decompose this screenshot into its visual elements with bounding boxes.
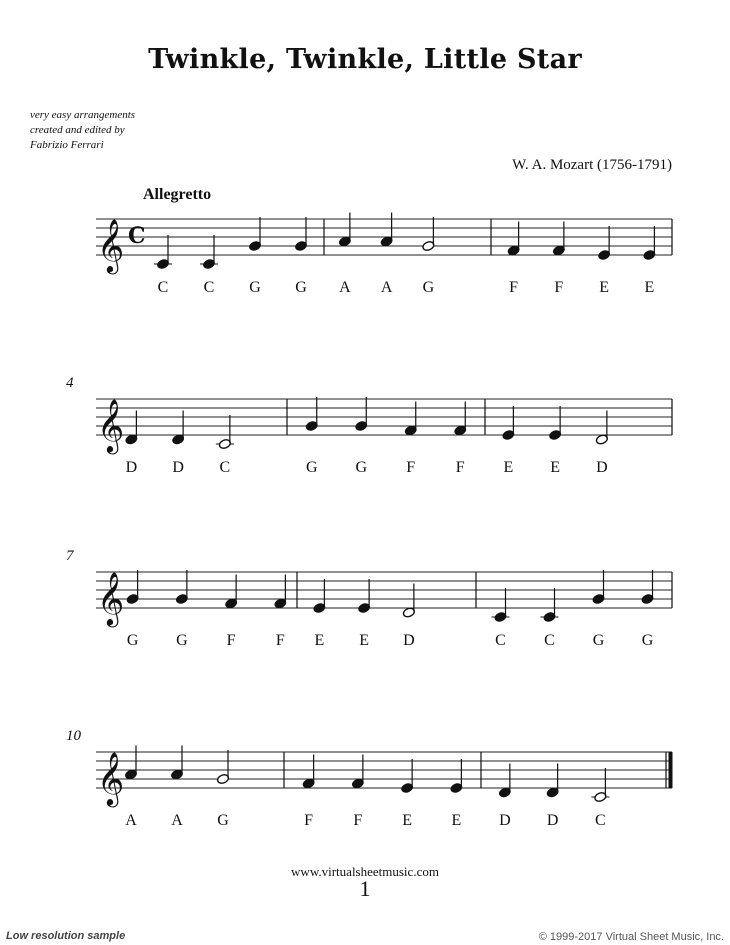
staff-system — [66, 548, 672, 649]
note-name-label: E — [451, 812, 462, 829]
note-name-label: F — [554, 279, 564, 296]
note-name-label: C — [203, 279, 215, 296]
page-number: 1 — [359, 876, 371, 901]
note-name-label: A — [380, 279, 393, 296]
tempo-marking: Allegretto — [143, 186, 212, 203]
note-name-label: E — [644, 279, 655, 296]
treble-clef-icon: 𝄞 — [97, 398, 125, 452]
credit-line: created and edited by — [30, 124, 125, 136]
measure-number: 10 — [66, 728, 81, 744]
staff-system — [66, 375, 672, 476]
note-name-label: F — [275, 632, 285, 649]
note-name-label: E — [550, 459, 561, 476]
note-name-label: F — [226, 632, 236, 649]
composer: W. A. Mozart (1756-1791) — [512, 157, 672, 173]
note-name-label: A — [125, 812, 137, 829]
note-name-label: E — [503, 459, 514, 476]
note-name-label: G — [355, 459, 368, 476]
credit-line: Fabrizio Ferrari — [30, 139, 104, 151]
note-name-label: C — [495, 632, 506, 649]
note-name-label: G — [592, 632, 605, 649]
note-name-label: G — [176, 632, 188, 649]
time-signature: C — [128, 223, 146, 249]
treble-clef-icon: 𝄞 — [97, 751, 125, 805]
measure-number: 7 — [66, 548, 74, 564]
note-name-label: D — [596, 459, 608, 476]
note-name-label: D — [499, 812, 511, 829]
note-name-label: G — [295, 279, 307, 296]
note-name-label: F — [304, 812, 314, 829]
note-name-label: E — [314, 632, 325, 649]
staff-system — [96, 213, 672, 297]
note-name-label: G — [305, 459, 318, 476]
note-name-label: C — [544, 632, 555, 649]
note-name-label: E — [359, 632, 370, 649]
note-name-label: C — [157, 279, 169, 296]
treble-clef-icon: 𝄞 — [97, 218, 125, 272]
note-name-label: E — [599, 279, 610, 296]
note-name-label: F — [509, 279, 519, 296]
watermark-label: Low resolution sample — [6, 930, 126, 942]
note-name-label: A — [339, 279, 351, 296]
note-name-label: D — [403, 632, 415, 649]
note-name-label: G — [217, 812, 229, 829]
note-name-label: A — [171, 812, 183, 829]
treble-clef-icon: 𝄞 — [97, 571, 125, 625]
copyright-notice: © 1999-2017 Virtual Sheet Music, Inc. — [538, 931, 724, 943]
note-name-label: C — [219, 459, 231, 476]
note-name-label: F — [406, 459, 416, 476]
note-name-label: C — [595, 812, 606, 829]
note-name-label: G — [126, 632, 139, 649]
note-name-label: D — [125, 459, 138, 476]
footer-url: www.virtualsheetmusic.com — [291, 864, 439, 879]
page-title: Twinkle, Twinkle, Little Star — [148, 44, 582, 75]
measure-number: 4 — [66, 375, 74, 391]
staff-system — [66, 728, 672, 829]
note-name-label: F — [455, 459, 465, 476]
note-name-label: G — [249, 279, 261, 296]
note-name-label: E — [402, 812, 413, 829]
note-name-label: G — [641, 632, 654, 649]
note-name-label: D — [172, 459, 184, 476]
note-name-label: G — [422, 279, 435, 296]
credit-line: very easy arrangements — [30, 109, 136, 121]
note-name-label: D — [546, 812, 559, 829]
note-name-label: F — [353, 812, 363, 829]
